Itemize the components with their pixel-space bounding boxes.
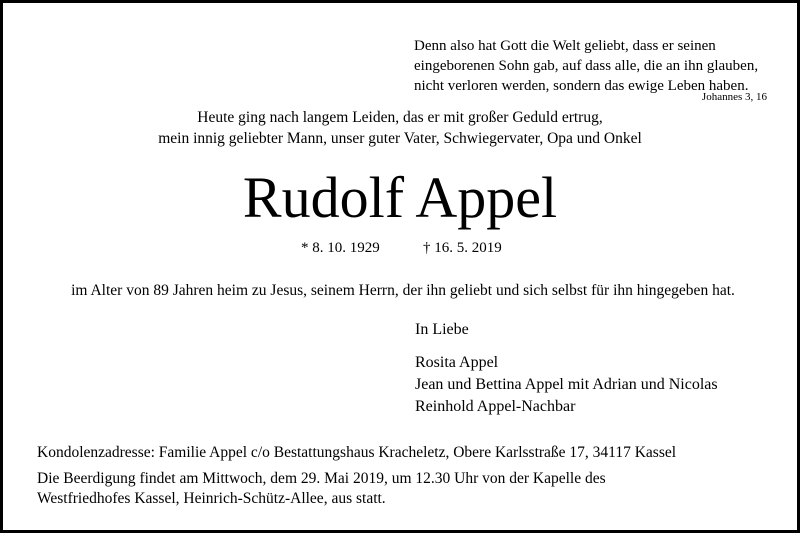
mourners-list <box>415 352 718 418</box>
verse-line: eingeborenen Sohn gab, auf dass alle, die an ihn glauben, <box>414 58 759 74</box>
mourner-name: Rosita Appel <box>415 354 499 371</box>
condolence-address: Kondolenzadresse: Familie Appel c/o Bestattungshaus Kracheletz, Obere Karlsstraße 17, 34117 Kassel <box>37 444 677 461</box>
mourner-name: Jean und Bettina Appel mit Adrian und Nicolas <box>415 376 718 393</box>
deceased-name: Rudolf Appel <box>242 165 558 230</box>
mourner-name: Reinhold Appel-Nachbar <box>415 398 576 415</box>
funeral-line: Die Beerdigung findet am Mittwoch, dem 29. Mai 2019, um 12.30 Uhr von der Kapelle des <box>37 470 606 487</box>
verse-reference: Johannes 3, 16 <box>701 91 767 103</box>
death-date: † 16. 5. 2019 <box>423 240 502 256</box>
birth-date: * 8. 10. 1929 <box>301 240 380 256</box>
intro-line: mein innig geliebter Mann, unser guter Vater, Schwiegervater, Opa und Onkel <box>158 130 642 147</box>
intro-text <box>3 107 797 149</box>
verse-line: nicht verloren werden, sondern das ewige Leben haben. <box>414 78 749 94</box>
bible-verse <box>414 36 758 96</box>
verse-line: Denn also hat Gott die Welt geliebt, dass er seinen <box>414 38 716 54</box>
mourners-heading: In Liebe <box>415 321 469 338</box>
funeral-line: Westfriedhofes Kassel, Heinrich-Schütz-Allee, aus statt. <box>37 490 386 507</box>
intro-line: Heute ging nach langem Leiden, das er mit großer Geduld ertrug, <box>197 109 603 126</box>
funeral-info <box>37 469 606 509</box>
age-text: im Alter von 89 Jahren heim zu Jesus, seinem Herrn, der ihn geliebt und sich selbst für ihn hingegeben hat. <box>71 282 735 299</box>
